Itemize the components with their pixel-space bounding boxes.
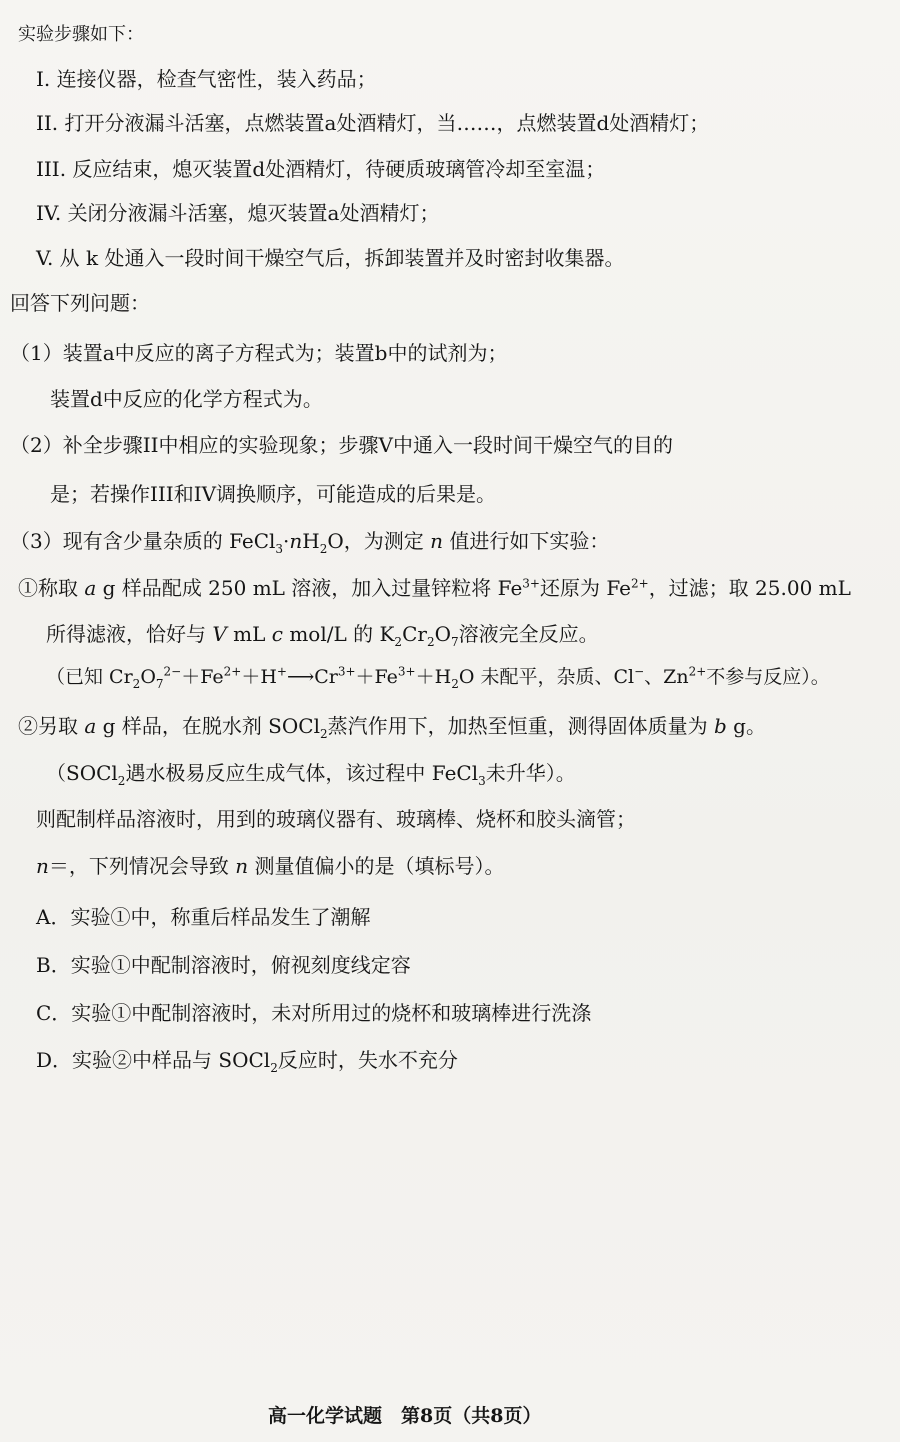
variable-n: n bbox=[36, 854, 49, 878]
text: 、玻璃棒、烧杯和胶头滴管； bbox=[376, 807, 636, 831]
step-3: III. 反应结束，熄灭装置d处酒精灯，待硬质玻璃管冷却至室温； bbox=[36, 157, 606, 181]
option-a: A．实验①中，称重后样品发生了潮解 bbox=[36, 905, 371, 929]
answer-heading: 回答下列问题： bbox=[10, 291, 150, 315]
text: ①称取 bbox=[18, 576, 78, 600]
text: ⟶Cr bbox=[286, 666, 338, 688]
subscript: 2 bbox=[270, 1061, 278, 1075]
text: mL bbox=[233, 622, 266, 646]
q1-text-e: 。 bbox=[302, 387, 323, 411]
text: 未升华）。 bbox=[485, 761, 576, 785]
variable-n: n bbox=[289, 529, 303, 553]
q1-text-b: ；装置b中的试剂为 bbox=[314, 341, 488, 365]
text: ＋Fe bbox=[355, 666, 398, 688]
text: mol/L 的 K bbox=[289, 622, 395, 646]
subscript: 3 bbox=[478, 774, 486, 788]
q2-text-d: ；若操作III和IV调换顺序，可能造成的后果是 bbox=[70, 482, 477, 506]
text: O 未配平，杂质、Cl bbox=[458, 666, 635, 688]
option-d bbox=[36, 1047, 458, 1073]
variable-a: a bbox=[84, 714, 97, 738]
subscript: 2 bbox=[426, 635, 435, 649]
text: ，过滤；取 25.00 mL bbox=[648, 576, 851, 600]
q1-text-c: ； bbox=[487, 341, 508, 365]
text: O，为测定 bbox=[327, 529, 424, 553]
text: g。 bbox=[733, 714, 766, 738]
q1-text-a: （1）装置a中反应的离子方程式为 bbox=[10, 341, 315, 365]
text: ＝ bbox=[48, 854, 69, 878]
step-4: IV. 关闭分液漏斗活塞，熄灭装置a处酒精灯； bbox=[36, 201, 440, 225]
variable-a: a bbox=[84, 576, 97, 600]
text: g 样品配成 250 mL 溶液，加入过量锌粒将 Fe bbox=[102, 576, 523, 600]
question-2-line-2 bbox=[50, 481, 496, 507]
text: O bbox=[140, 666, 156, 688]
text: 遇水极易反应生成气体，该过程中 FeCl bbox=[125, 761, 479, 785]
superscript: 3+ bbox=[337, 664, 356, 679]
variable-c: c bbox=[271, 622, 283, 646]
text: ②另取 bbox=[18, 714, 78, 738]
experiment-1-line-2 bbox=[46, 621, 599, 647]
text: （SOCl bbox=[46, 761, 118, 785]
step-2: II. 打开分液漏斗活塞，点燃装置a处酒精灯，当……，点燃装置d处酒精灯； bbox=[36, 111, 710, 135]
text: 不参与反应）。 bbox=[706, 666, 830, 688]
text: 所得滤液，恰好与 bbox=[46, 622, 206, 646]
superscript: 2− bbox=[163, 664, 182, 679]
subscript: 2 bbox=[132, 676, 141, 691]
superscript: 2+ bbox=[630, 576, 649, 591]
text: （填标号）。 bbox=[394, 854, 505, 878]
text: 蒸汽作用下，加热至恒重，测得固体质量为 bbox=[327, 714, 708, 738]
text: 反应时，失水不充分 bbox=[277, 1048, 458, 1072]
page-footer: 高一化学试题 第8页（共8页） bbox=[268, 1405, 542, 1427]
text: H bbox=[302, 529, 320, 553]
subscript: 2 bbox=[319, 727, 328, 741]
text: D．实验②中样品与 SOCl bbox=[36, 1048, 271, 1072]
step-5: V. 从 k 处通入一段时间干燥空气后，拆卸装置并及时密封收集器。 bbox=[36, 246, 625, 270]
q2-text-c: 是 bbox=[50, 482, 70, 506]
text: g 样品，在脱水剂 SOCl bbox=[102, 714, 320, 738]
text: ＋H bbox=[415, 666, 452, 688]
question-3-intro bbox=[10, 528, 609, 554]
variable-b: b bbox=[713, 714, 727, 738]
text: 值进行如下实验： bbox=[449, 529, 610, 553]
subscript: 7 bbox=[155, 676, 164, 691]
question-1-line-1 bbox=[10, 340, 507, 366]
superscript: 2+ bbox=[223, 664, 242, 679]
question-1-line-2 bbox=[50, 386, 323, 412]
text: · bbox=[283, 529, 290, 553]
question-2-line-1 bbox=[10, 432, 673, 458]
subscript: 2 bbox=[117, 774, 126, 788]
subscript: 2 bbox=[394, 635, 403, 649]
superscript: 3+ bbox=[522, 576, 540, 591]
n-value-question bbox=[36, 853, 505, 879]
text: 测量值偏小的是 bbox=[254, 854, 395, 878]
superscript: 2+ bbox=[688, 664, 707, 679]
superscript: 3+ bbox=[397, 664, 416, 679]
experiment-2-line-1 bbox=[18, 713, 766, 739]
text: 还原为 Fe bbox=[540, 576, 631, 600]
subscript: 2 bbox=[451, 676, 459, 691]
experiment-1-line-1 bbox=[18, 575, 851, 601]
subscript: 3 bbox=[275, 542, 284, 556]
q2-text-b: ；步骤V中通入一段时间干燥空气的目的 bbox=[318, 433, 673, 457]
steps-heading: 实验步骤如下： bbox=[18, 24, 144, 45]
subscript: 7 bbox=[450, 635, 459, 649]
subscript: 2 bbox=[319, 542, 328, 556]
q2-text-e: 。 bbox=[476, 482, 497, 506]
superscript: − bbox=[634, 664, 645, 679]
text: ，下列情况会导致 bbox=[68, 854, 229, 878]
text: 溶液完全反应。 bbox=[458, 622, 599, 646]
option-b: B．实验①中配制溶液时，俯视刻度线定容 bbox=[36, 953, 411, 977]
experiment-2-note bbox=[46, 760, 576, 786]
q1-text-d: 装置d中反应的化学方程式为 bbox=[50, 387, 303, 411]
text: 、Zn bbox=[644, 666, 689, 688]
text: Cr bbox=[402, 622, 427, 646]
variable-n: n bbox=[235, 854, 249, 878]
text: ＋Fe bbox=[181, 666, 224, 688]
superscript: + bbox=[276, 664, 287, 679]
glassware-question bbox=[36, 806, 636, 832]
step-1: I. 连接仪器，检查气密性，装入药品； bbox=[36, 67, 377, 91]
variable-n: n bbox=[430, 529, 444, 553]
q2-text-a: （2）补全步骤II中相应的实验现象 bbox=[10, 433, 319, 457]
text: O bbox=[434, 622, 451, 646]
text: ＋H bbox=[241, 666, 277, 688]
variable-v: V bbox=[212, 622, 227, 646]
text: 则配制样品溶液时，用到的玻璃仪器有 bbox=[36, 807, 376, 831]
reaction-note bbox=[46, 664, 830, 690]
option-c: C．实验①中配制溶液时，未对所用过的烧杯和玻璃棒进行洗涤 bbox=[36, 1001, 592, 1025]
text: （3）现有含少量杂质的 FeCl bbox=[10, 529, 276, 553]
text: （已知 Cr bbox=[46, 666, 133, 688]
